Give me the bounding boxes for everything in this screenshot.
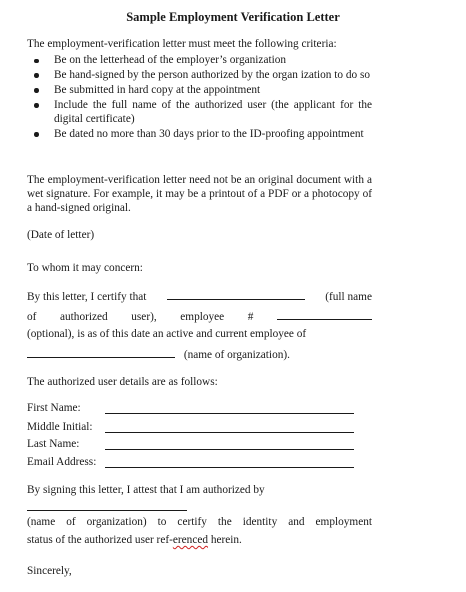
criteria-item [27, 69, 372, 83]
criteria-list [27, 54, 372, 143]
closing: Sincerely, [27, 565, 72, 577]
attest-text: status of the authorized user ref- [27, 534, 173, 546]
attest-line-3: (name of organization) to certify the identity and employment [27, 516, 372, 528]
first-name-input-line[interactable] [105, 413, 354, 414]
salutation: To whom it may concern: [27, 262, 143, 274]
employee-number-blank[interactable] [277, 309, 372, 320]
bullet-icon [34, 132, 39, 137]
certify-line-4 [27, 347, 372, 363]
field-label: Email Address: [27, 456, 97, 468]
certify-line-3: (optional), is as of this date an active and current employee of [27, 328, 307, 340]
bullet-icon [34, 88, 39, 93]
certify-line-2 [27, 309, 372, 325]
full-name-blank[interactable] [167, 289, 305, 300]
criteria-intro: The employment-verification letter must meet the following criteria: [27, 38, 337, 50]
details-heading: The authorized user details are as follows: [27, 376, 218, 388]
criteria-item [27, 99, 372, 127]
criteria-item [27, 84, 372, 98]
criteria-item [27, 128, 372, 142]
email-address-field [27, 456, 103, 470]
criteria-text: Be dated no more than 30 days prior to the ID-proofing appointment [54, 127, 364, 140]
note-paragraph: The employment-verification letter need not be an original document with a wet signature. For example, it may be a printout of a PDF or a photocopy of a hand-signed original. [27, 174, 372, 214]
spellcheck-flagged-word: erenced [172, 534, 208, 546]
attest-organization-blank[interactable] [27, 500, 187, 511]
certify-text-start: By this letter, I certify that [27, 291, 147, 303]
attest-line-1: By signing this letter, I attest that I am authorized by [27, 484, 265, 496]
criteria-text: Be on the letterhead of the employer’s organization [54, 54, 287, 66]
certify-word: of [27, 311, 37, 323]
field-label: First Name: [27, 402, 81, 414]
email-address-input-line[interactable] [105, 467, 354, 468]
certify-word: user), [131, 311, 157, 323]
bullet-icon [34, 73, 39, 78]
attest-text-end: herein. [208, 534, 242, 546]
certify-word: employee [180, 311, 225, 323]
last-name-field [27, 438, 103, 452]
bullet-icon [34, 59, 39, 64]
criteria-text: Include the full name of the authorized user (the applicant for the digital certificate) [54, 98, 372, 125]
certify-word: # [247, 311, 254, 323]
bullet-icon [34, 103, 39, 108]
certify-text-end: (full name [325, 291, 372, 303]
field-label: Last Name: [27, 438, 80, 450]
certify-text-org: (name of organization). [183, 349, 290, 361]
organization-blank[interactable] [27, 347, 175, 358]
certify-word: authorized [60, 311, 108, 323]
attest-line-2 [27, 500, 372, 516]
criteria-text: Be hand-signed by the person authorized by the organ ization to do so [54, 68, 371, 81]
criteria-item [27, 54, 372, 68]
middle-initial-field [27, 421, 103, 435]
attest-line-4 [27, 534, 372, 548]
last-name-input-line[interactable] [105, 449, 354, 450]
first-name-field [27, 402, 103, 416]
letter-title: Sample Employment Verification Letter [126, 10, 340, 24]
middle-initial-input-line[interactable] [105, 432, 354, 433]
criteria-text: Be submitted in hard copy at the appointment [54, 83, 261, 96]
field-label: Middle Initial: [27, 421, 93, 433]
certify-line-1 [27, 289, 372, 305]
date-placeholder: (Date of letter) [27, 229, 95, 241]
